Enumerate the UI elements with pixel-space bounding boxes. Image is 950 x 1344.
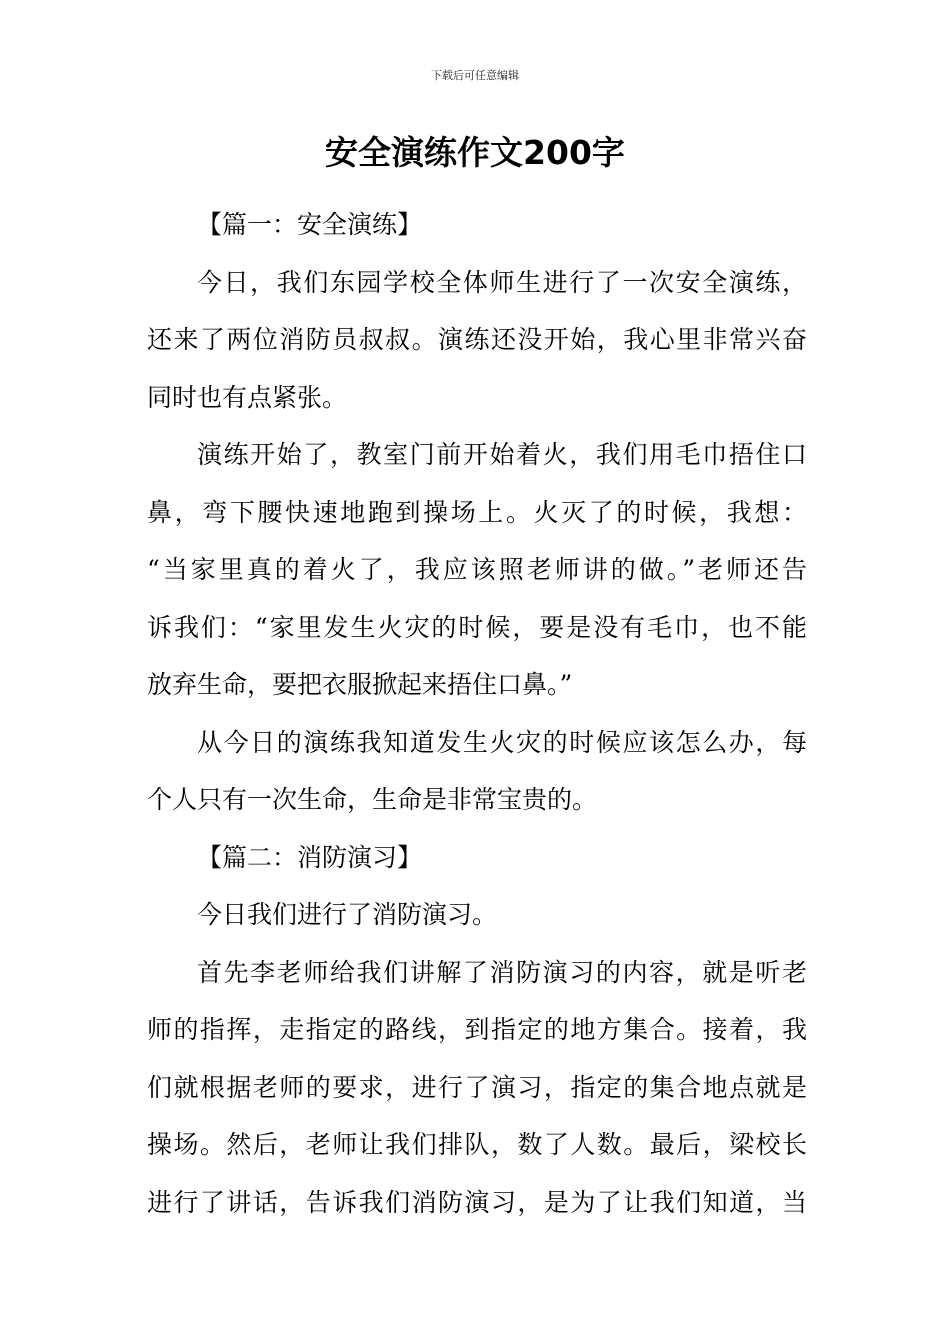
paragraph-line: 首先李老师给我们讲解了消防演习的内容，就是听老: [197, 957, 807, 987]
document-body: [147, 196, 807, 1231]
paragraph-line: 操场。然后，老师让我们排队，数了人数。最后，梁校长: [147, 1130, 807, 1159]
paragraph-line: 进行了讲话，告诉我们消防演习，是为了让我们知道，当: [147, 1187, 807, 1217]
paragraph-line: 从今日的演练我知道发生火灾的时候应该怎么办，每: [197, 727, 807, 757]
paragraph-line: “当家里真的着火了，我应该照老师讲的做。”老师还告: [147, 555, 807, 584]
paragraph-line: 诉我们：“家里发生火灾的时候，要是没有毛巾，也不能: [147, 612, 807, 642]
section-heading-1: 【篇一：安全演练】: [197, 210, 423, 239]
document-title: 安全演练作文200字: [325, 133, 625, 172]
paragraph-line: 个人只有一次生命，生命是非常宝贵的。: [147, 785, 598, 814]
header-note: 下载后可任意编辑: [431, 69, 519, 82]
paragraph-line: 们就根据老师的要求，进行了演习，指定的集合地点就是: [147, 1072, 807, 1102]
paragraph-line: 鼻，弯下腰快速地跑到操场上。火灭了的时候，我想：: [147, 497, 807, 527]
paragraph-line: 今日我们进行了消防演习。: [197, 900, 498, 929]
paragraph-line: 今日，我们东园学校全体师生进行了一次安全演练，: [197, 267, 807, 297]
paragraph-line: 师的指挥，走指定的路线，到指定的地方集合。接着，我: [147, 1015, 807, 1044]
section-heading-2: 【篇二：消防演习】: [197, 842, 423, 872]
paragraph-line: 演练开始了，教室门前开始着火，我们用毛巾捂住口: [197, 440, 807, 469]
paragraph-line: 还来了两位消防员叔叔。演练还没开始，我心里非常兴奋: [147, 325, 807, 354]
paragraph-line: 同时也有点紧张。: [147, 382, 348, 412]
paragraph-line: 放弃生命，要把衣服掀起来捂住口鼻。”: [147, 670, 573, 699]
